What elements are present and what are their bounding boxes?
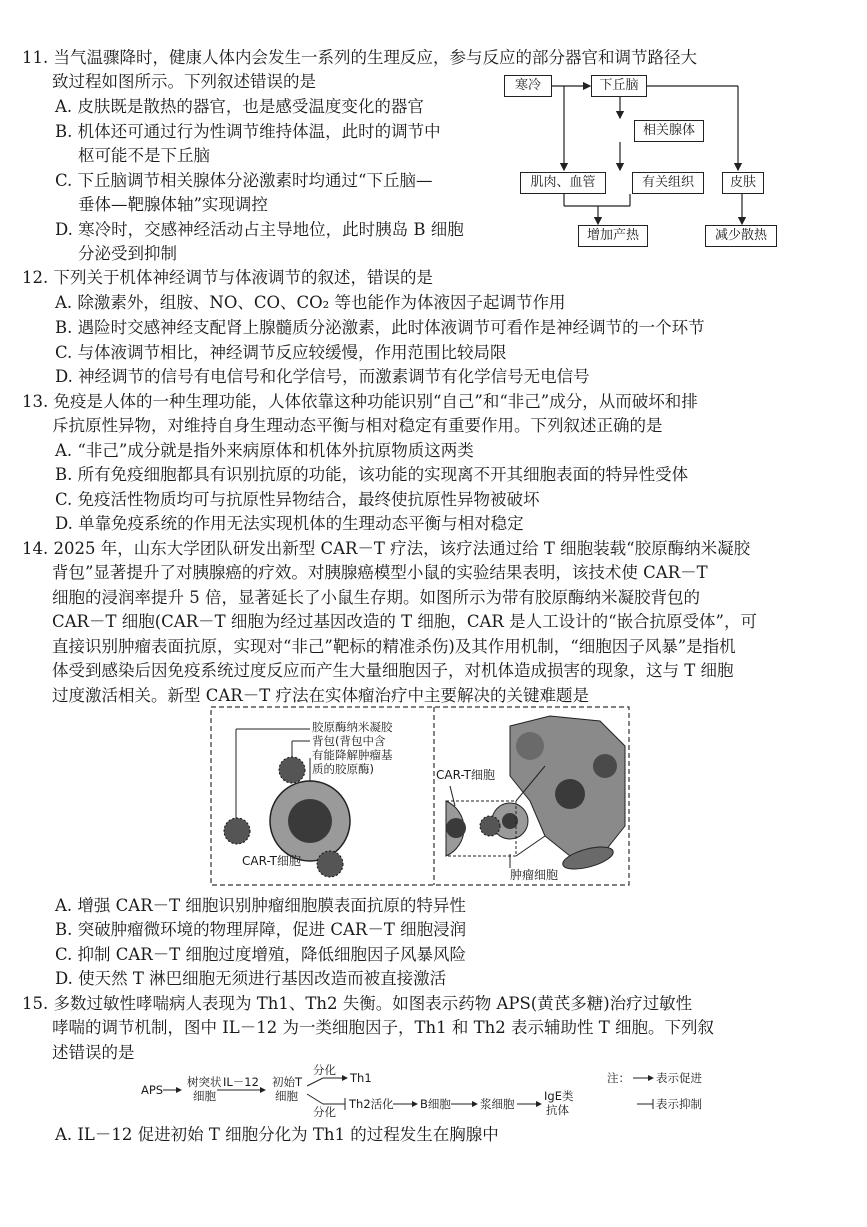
q13-option-c: C. 免疫活性物质均可与抗原性异物结合，最终使抗原性异物被破坏 bbox=[55, 490, 540, 509]
q14-stem-line7: 过度激活相关。新型 CAR－T 疗法在实体瘤治疗中主要解决的关键难题是 bbox=[52, 686, 589, 705]
q15-diagram bbox=[135, 1064, 735, 1120]
q14-label-tumor: 肿瘤细胞 bbox=[510, 868, 559, 882]
q15-note-inhibit: 表示抑制 bbox=[656, 1097, 702, 1111]
q15-node-ige-1: IgE类 bbox=[544, 1089, 574, 1103]
q13-stem-line2: 斥抗原性异物，对维持自身生理动态平衡与相对稳定有重要作用。下列叙述正确的是 bbox=[52, 416, 663, 435]
q15-node-plasma: 浆细胞 bbox=[480, 1097, 515, 1111]
q11-node-gland: 相关腺体 bbox=[634, 120, 704, 142]
q13-option-b: B. 所有免疫细胞都具有识别抗原的功能，该功能的实现离不开其细胞表面的特异性受体 bbox=[55, 465, 689, 484]
q12-option-a: A. 除激素外，组胺、NO、CO、CO₂ 等也能作为体液因子起调节作用 bbox=[55, 293, 566, 312]
q11-option-c-line1: C. 下丘脑调节相关腺体分泌激素时均通过“下丘脑— bbox=[55, 171, 433, 190]
q13-option-a: A. “非己”成分就是指外来病原体和机体外抗原物质这两类 bbox=[55, 441, 474, 460]
q11-option-b-line1: B. 机体还可通过行为性调节维持体温，此时的调节中 bbox=[55, 122, 441, 141]
q14-label-backpack-4: 质的胶原酶) bbox=[312, 762, 374, 776]
q11-option-d-line1: D. 寒冷时，交感神经活动占主导地位，此时胰岛 B 细胞 bbox=[55, 220, 464, 239]
q13-stem-line1: 13. 免疫是人体的一种生理功能，人体依靠这种功能识别“自己”和“非己”成分，从而破坏和排 bbox=[22, 392, 698, 411]
q14-stem-line1: 14. 2025 年，山东大学团队研发出新型 CAR－T 疗法，该疗法通过给 T 细胞装载“胶原酶纳米凝胶 bbox=[22, 539, 751, 558]
q15-note-promote: 表示促进 bbox=[656, 1071, 702, 1085]
q11-node-skin: 皮肤 bbox=[722, 172, 764, 194]
q15-label-diff-up: 分化 bbox=[313, 1063, 336, 1077]
q14-label-backpack-2: 背包(背包中含 bbox=[312, 734, 386, 748]
q11-option-d-line2: 分泌受到抑制 bbox=[78, 244, 177, 263]
q14-option-b: B. 突破肿瘤微环境的物理屏障，促进 CAR－T 细胞浸润 bbox=[55, 920, 467, 939]
q13-option-d: D. 单靠免疫系统的作用无法实现机体的生理动态平衡与相对稳定 bbox=[55, 514, 524, 533]
q11-node-heat-down: 减少散热 bbox=[705, 225, 777, 247]
q11-stem-line1: 11. 当气温骤降时，健康人体内会发生一系列的生理反应，参与反应的部分器官和调节路径大 bbox=[22, 48, 697, 67]
q15-node-th2: Th2活化 bbox=[349, 1097, 394, 1111]
q15-label-il12: IL－12 bbox=[223, 1075, 259, 1089]
q11-node-cold: 寒冷 bbox=[504, 75, 552, 97]
q11-node-tissue: 有关组织 bbox=[632, 172, 704, 194]
q15-node-naive-1: 初始T bbox=[272, 1075, 303, 1089]
q14-stem-line2: 背包”显著提升了对胰腺癌的疗效。对胰腺癌模型小鼠的实验结果表明，该技术使 CAR－T bbox=[52, 563, 708, 582]
q14-figure bbox=[210, 706, 630, 886]
q12-option-c: C. 与体液调节相比，神经调节反应较缓慢，作用范围比较局限 bbox=[55, 343, 507, 362]
q14-label-cart-right: CAR-T细胞 bbox=[436, 768, 495, 782]
q11-node-heat-up: 增加产热 bbox=[578, 225, 648, 247]
q11-node-hypothalamus: 下丘脑 bbox=[591, 75, 647, 97]
q15-note-label: 注： bbox=[607, 1071, 630, 1085]
q15-node-ige-2: 抗体 bbox=[546, 1103, 569, 1117]
q14-label-backpack-1: 胶原酶纳米凝胶 bbox=[312, 720, 393, 734]
q15-stem-line1: 15. 多数过敏性哮喘病人表现为 Th1、Th2 失衡。如图表示药物 APS(黄芪多糖)治疗过敏性 bbox=[22, 994, 693, 1013]
q15-stem-line3: 述错误的是 bbox=[52, 1043, 135, 1062]
q14-option-d: D. 使天然 T 淋巴细胞无须进行基因改造而被直接激活 bbox=[55, 969, 447, 988]
q12-stem: 12. 下列关于机体神经调节与体液调节的叙述，错误的是 bbox=[22, 268, 433, 287]
q15-node-naive-2: 细胞 bbox=[275, 1089, 298, 1103]
q14-label-cart-left: CAR-T细胞 bbox=[242, 854, 301, 868]
q14-stem-line3: 细胞的浸润率提升 5 倍，显著延长了小鼠生存期。如图所示为带有胶原酶纳米凝胶背包的 bbox=[52, 588, 700, 607]
q11-stem-line2: 致过程如图所示。下列叙述错误的是 bbox=[52, 72, 316, 91]
q15-node-th1: Th1 bbox=[350, 1071, 372, 1085]
q14-label-backpack-3: 有能降解肿瘤基 bbox=[312, 748, 393, 762]
q12-option-d: D. 神经调节的信号有电信号和化学信号，而激素调节有化学信号无电信号 bbox=[55, 367, 590, 386]
q14-option-a: A. 增强 CAR－T 细胞识别肿瘤细胞膜表面抗原的特异性 bbox=[55, 896, 466, 915]
q14-stem-line6: 体受到感染后因免疫系统过度反应而产生大量细胞因子，对机体造成损害的现象，这与 T 细胞 bbox=[52, 661, 734, 680]
q14-option-c: C. 抑制 CAR－T 细胞过度增殖，降低细胞因子风暴风险 bbox=[55, 945, 466, 964]
q14-stem-line5: 直接识别肿瘤表面抗原，实现对“非己”靶标的精准杀伤)及其作用机制，“细胞因子风暴”是指机 bbox=[52, 637, 736, 656]
q15-diagram-arrows bbox=[135, 1064, 735, 1120]
q12-option-b: B. 遇险时交感神经支配肾上腺髓质分泌激素，此时体液调节可看作是神经调节的一个环节 bbox=[55, 318, 705, 337]
q15-label-diff-down: 分化 bbox=[313, 1105, 336, 1119]
q15-option-a: A. IL－12 促进初始 T 细胞分化为 Th1 的过程发生在胸腺中 bbox=[55, 1125, 499, 1144]
q14-stem-line4: CAR－T 细胞(CAR－T 细胞为经过基因改造的 T 细胞，CAR 是人工设计的“嵌合抗原受体”，可 bbox=[52, 612, 757, 631]
q11-option-c-line2: 垂体—靶腺体轴”实现调控 bbox=[78, 195, 268, 214]
q11-option-a: A. 皮肤既是散热的器官，也是感受温度变化的器官 bbox=[55, 97, 424, 116]
q11-diagram bbox=[500, 70, 785, 252]
q11-node-muscle: 肌肉、血管 bbox=[520, 172, 606, 194]
q15-node-aps: APS bbox=[141, 1083, 164, 1097]
q15-stem-line2: 哮喘的调节机制，图中 IL－12 为一类细胞因子，Th1 和 Th2 表示辅助性 T 细胞。下列叙 bbox=[52, 1018, 714, 1037]
q15-node-bcell: B细胞 bbox=[420, 1097, 451, 1111]
q15-node-dc-2: 细胞 bbox=[193, 1089, 216, 1103]
q15-node-dc-1: 树突状 bbox=[187, 1075, 222, 1089]
q11-option-b-line2: 枢可能不是下丘脑 bbox=[78, 146, 210, 165]
